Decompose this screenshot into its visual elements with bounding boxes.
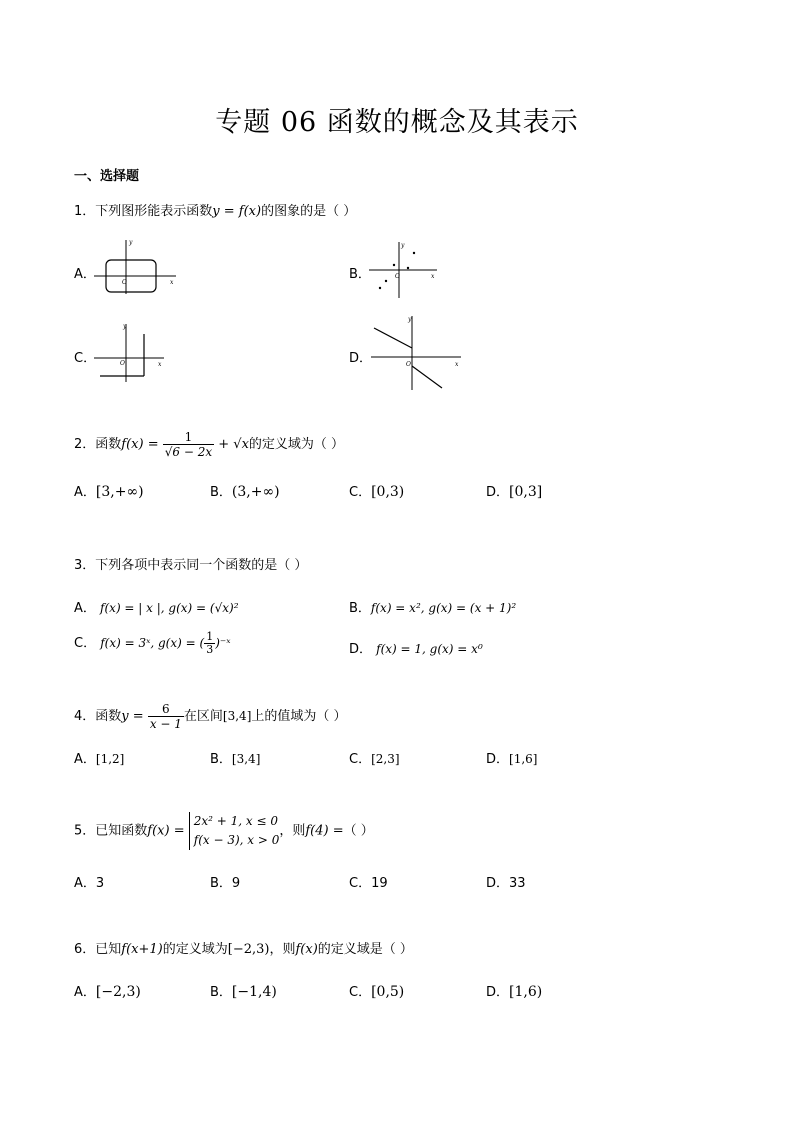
option-label: D． (486, 485, 510, 500)
x-axis-label: x (431, 273, 435, 280)
q5-option-a[interactable] (74, 872, 104, 891)
question-6-stem (74, 938, 413, 957)
y-axis-label: y (408, 316, 412, 323)
question-2-stem (74, 430, 344, 459)
option-value: (3,+∞) (231, 484, 280, 500)
q1-option-c-label[interactable]: C． (74, 351, 97, 366)
q4-option-d[interactable] (486, 748, 537, 767)
q2-option-d[interactable] (486, 481, 542, 500)
y-axis-label: y (401, 242, 405, 249)
function-lhs: y = (121, 709, 144, 724)
question-text: ，则 (279, 823, 306, 839)
option-label: B． (210, 485, 232, 500)
question-5-stem (74, 812, 374, 850)
option-value: )⁻ˣ (215, 636, 231, 650)
q5-option-b[interactable] (210, 872, 240, 891)
question-text: 的定义域为 (162, 942, 228, 957)
piecewise-case-1: 2x² + 1, x ≤ 0 (193, 814, 278, 828)
left-line-curve (374, 328, 412, 348)
option-value: f(x) = 3ˣ, g(x) = ( (100, 636, 205, 650)
option-label: C． (74, 636, 97, 651)
question-text: 函数 (95, 709, 122, 724)
q6-option-d[interactable] (486, 981, 542, 1000)
option-value: 19 (371, 876, 388, 891)
q3-option-b[interactable] (349, 597, 516, 616)
fraction (148, 702, 184, 731)
question-text: 已知函数 (95, 823, 148, 839)
fraction (204, 631, 215, 656)
function-expression: f(4) = (305, 823, 344, 839)
option-value: [1,2] (95, 752, 125, 766)
q1-option-d-label[interactable]: D． (349, 351, 373, 366)
domain-interval: [−2,3) (227, 942, 270, 957)
question-text: 的定义域是（ ） (317, 942, 413, 957)
option-value: [1,6) (509, 984, 543, 1000)
q6-option-c[interactable] (349, 981, 404, 1000)
question-text: 函数 (95, 437, 122, 452)
data-point (413, 252, 415, 254)
question-number: 1． (74, 204, 96, 219)
function-expression: f(x) (295, 942, 318, 957)
q1-graph-b[interactable] (365, 238, 445, 300)
question-number: 5． (74, 823, 96, 839)
question-number: 3． (74, 558, 96, 573)
x-axis-label: x (455, 361, 459, 368)
data-point (379, 287, 381, 289)
option-label: D． (486, 985, 510, 1000)
x-axis-label: x (158, 361, 162, 368)
question-text: （ ） (343, 823, 374, 839)
function-expression: f(x+1) (121, 942, 163, 957)
section-heading: 一、选择题 (74, 169, 140, 184)
q1-option-a-label[interactable]: A． (74, 267, 96, 282)
option-label: B． (210, 985, 232, 1000)
function-expression: y = f(x) (212, 204, 262, 219)
q4-option-b[interactable] (210, 748, 260, 767)
q1-option-b-label[interactable]: B． (349, 267, 371, 282)
data-point (393, 264, 395, 266)
option-value: 33 (509, 876, 526, 891)
q6-option-b[interactable] (210, 981, 277, 1000)
option-label: D． (486, 752, 510, 767)
data-point (385, 280, 387, 282)
q3-option-c[interactable] (74, 631, 230, 656)
y-axis-label: y (123, 323, 127, 330)
option-value: [3,+∞) (95, 484, 144, 500)
option-value: [−1,4) (231, 984, 277, 1000)
option-label: D． (349, 642, 373, 657)
question-text: 的图象的是（ ） (261, 204, 357, 219)
option-value: [0,3) (371, 484, 405, 500)
q1-graph-d[interactable] (365, 312, 465, 392)
fraction-numerator: 6 (148, 702, 184, 717)
function-lhs: f(x) = (147, 823, 185, 839)
q6-option-a[interactable] (74, 981, 141, 1000)
q5-option-d[interactable] (486, 872, 526, 891)
y-axis-label: y (129, 239, 133, 246)
right-line-curve (412, 366, 442, 388)
option-value: [2,3] (371, 752, 400, 766)
option-label: C． (349, 485, 372, 500)
q2-option-b[interactable] (210, 481, 280, 500)
question-1-stem (74, 200, 356, 219)
q5-option-c[interactable] (349, 872, 388, 891)
q3-option-d[interactable] (349, 638, 483, 657)
question-text: 上的值域为（ ） (251, 709, 347, 724)
fraction-numerator: 1 (163, 430, 214, 445)
option-label: A． (74, 601, 96, 616)
option-value: [−2,3) (95, 984, 141, 1000)
question-number: 6． (74, 942, 96, 957)
origin-label: O (122, 279, 127, 286)
interval: [3,4] (222, 709, 252, 723)
question-3-stem (74, 554, 307, 573)
origin-label: O (406, 361, 411, 368)
question-text: 在区间 (183, 709, 223, 724)
question-number: 4． (74, 709, 96, 724)
option-value: f(x) = | x |, g(x) = (√x)² (100, 601, 239, 615)
option-label: A． (74, 985, 96, 1000)
question-text: 的定义域为（ ） (248, 437, 345, 452)
q4-option-c[interactable] (349, 748, 400, 767)
option-value: 9 (231, 876, 241, 891)
q1-graph-a[interactable] (92, 234, 182, 296)
option-label: C． (349, 985, 372, 1000)
q2-option-c[interactable] (349, 481, 404, 500)
question-text: 下列图形能表示函数 (95, 204, 213, 219)
option-label: B． (210, 752, 232, 767)
option-value: [3,4] (231, 752, 261, 766)
option-value: [0,5) (371, 984, 405, 1000)
option-value: [1,6] (509, 752, 538, 766)
question-text: 已知 (95, 942, 122, 957)
question-text: 下列各项中表示同一个函数的是（ ） (95, 558, 308, 573)
option-label: A． (74, 876, 96, 891)
option-label: C． (349, 752, 372, 767)
piecewise-definition (189, 812, 280, 850)
q2-option-a[interactable] (74, 481, 144, 500)
question-text: ，则 (269, 942, 296, 957)
piecewise-case-2: f(x − 3), x > 0 (193, 833, 280, 847)
data-point (407, 267, 409, 269)
option-value: 3 (95, 876, 105, 891)
question-4-stem (74, 702, 347, 731)
q1-graph-c[interactable] (92, 320, 172, 384)
fraction-denominator: √6 − 2x (164, 445, 213, 459)
fraction-denominator: 3 (206, 643, 214, 656)
origin-label: O (395, 273, 400, 280)
option-label: C． (349, 876, 372, 891)
sqrt-term: + √x (218, 437, 249, 452)
fraction-denominator: x − 1 (149, 717, 182, 731)
option-value: f(x) = 1, g(x) = x⁰ (376, 642, 483, 656)
option-label: B． (210, 876, 232, 891)
option-label: B． (349, 601, 371, 616)
origin-label: O (120, 360, 125, 367)
q4-option-a[interactable] (74, 748, 124, 767)
question-number: 2． (74, 437, 96, 452)
option-label: A． (74, 485, 96, 500)
x-axis-label: x (170, 279, 174, 286)
fraction-numerator: 1 (206, 630, 214, 643)
function-lhs: f(x) = (121, 437, 159, 452)
q3-option-a[interactable] (74, 597, 239, 616)
option-label: A． (74, 752, 96, 767)
fraction (163, 430, 214, 459)
page-title: 专题 06 函数的概念及其表示 (215, 107, 579, 138)
option-value: f(x) = x², g(x) = (x + 1)² (370, 601, 517, 615)
option-label: D． (486, 876, 510, 891)
option-value: [0,3] (509, 484, 543, 500)
